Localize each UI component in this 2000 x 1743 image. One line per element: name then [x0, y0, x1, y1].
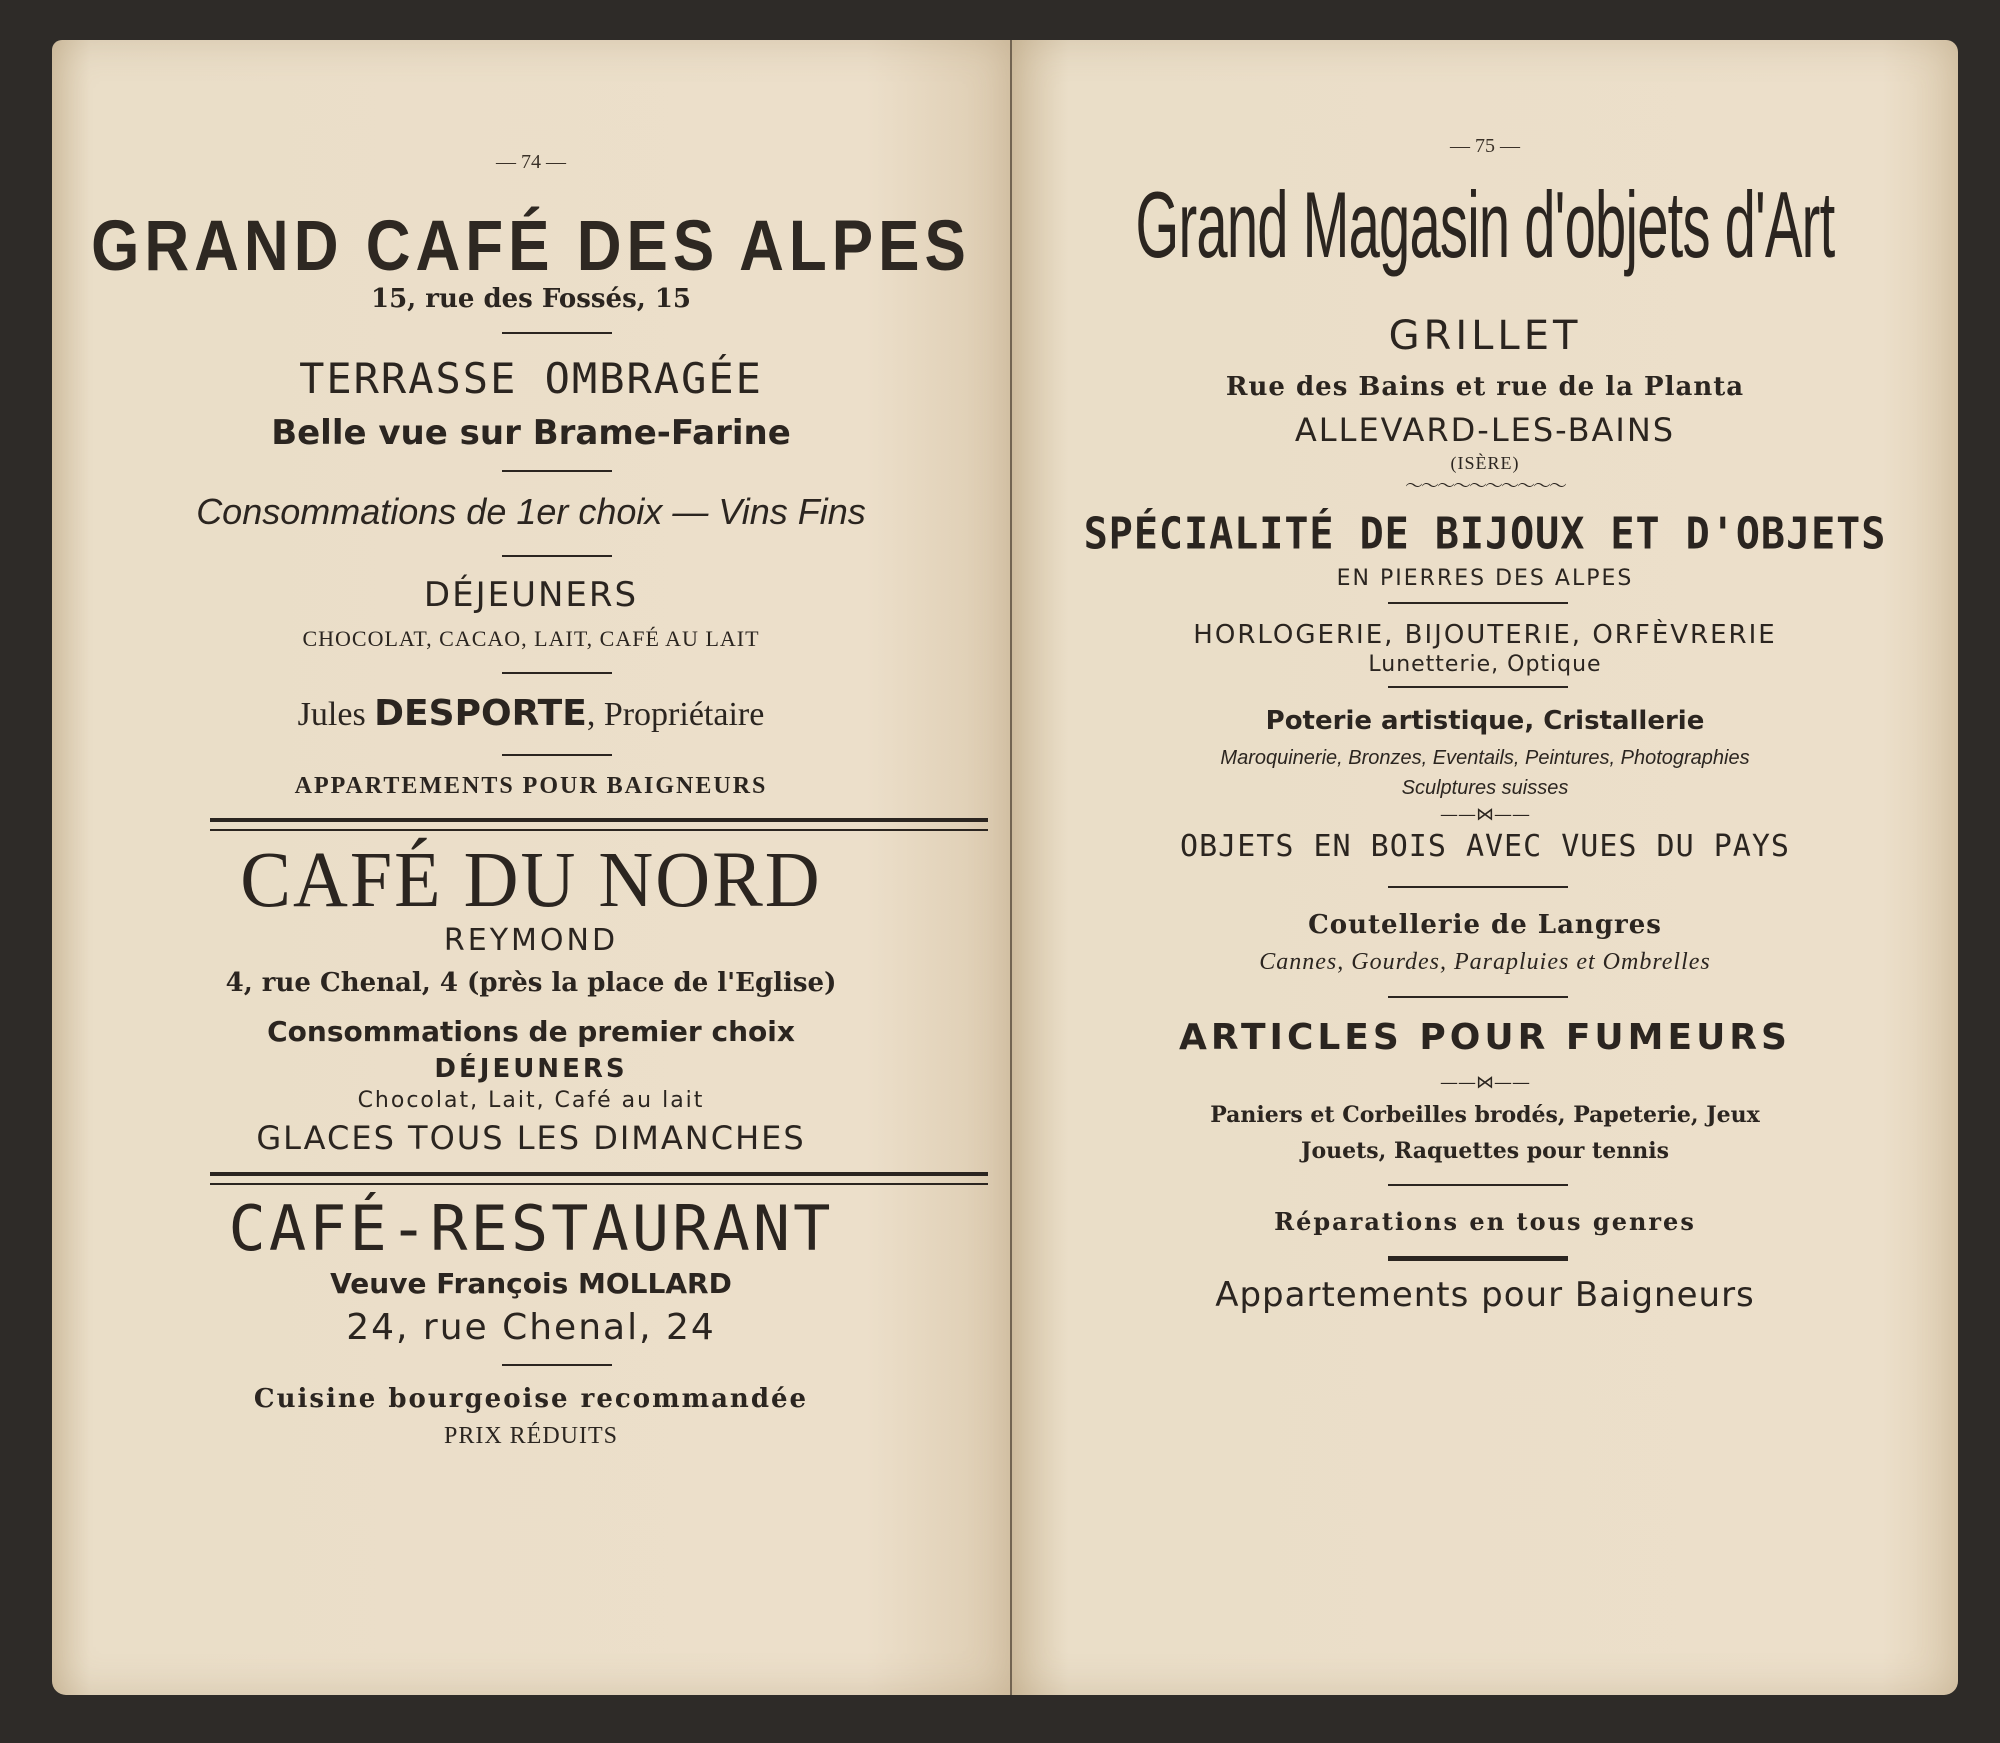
pottery-line: Poterie artistique, Cristallerie [1265, 706, 1705, 736]
owner-line [52, 693, 1010, 734]
sculpture-line: Sculptures suisses [1401, 777, 1569, 799]
divider [1388, 886, 1568, 888]
cutlery-line: Coutellerie de Langres [1308, 910, 1662, 940]
specialty-heading: SPÉCIALITÉ DE BIJOUX ET D'OBJETS [1083, 508, 1887, 560]
view-line: Belle vue sur Brame-Farine [271, 413, 791, 453]
toys-line: Jouets, Raquettes pour tennis [1301, 1138, 1669, 1164]
lunch-items: CHOCOLAT, CACAO, LAIT, CAFÉ AU LAIT [302, 626, 760, 651]
shop-title: Grand Magasin d'objets d'Art [1135, 174, 1835, 278]
apartments-line: APPARTEMENTS POUR BAIGNEURS [294, 773, 768, 799]
cafe-restaurant-address: 24, rue Chenal, 24 [346, 1307, 716, 1348]
cafe-des-alpes-address: 15, rue des Fossés, 15 [370, 284, 691, 314]
specialty-subheading: EN PIERRES DES ALPES [1336, 566, 1634, 591]
small-ornament: ——⋈—— [1440, 804, 1530, 825]
lunch-heading: DÉJEUNERS [423, 575, 639, 615]
cafe-du-nord-lunch: DÉJEUNERS [434, 1054, 628, 1084]
drinks-line: Consommations de 1er choix — Vins Fins [196, 491, 866, 532]
cafe-des-alpes-title: GRAND CAFÉ DES ALPES [91, 206, 971, 287]
owner-role: , Propriétaire [586, 696, 765, 733]
shop-address: Rue des Bains et rue de la Planta [1225, 372, 1745, 402]
shop-town: ALLEVARD-LES-BAINS [1294, 411, 1676, 449]
divider [1388, 996, 1568, 998]
canes-line: Cannes, Gourdes, Parapluies et Ombrelles [1259, 949, 1711, 975]
right-page [1012, 40, 1958, 1695]
divider [1388, 602, 1568, 604]
divider [502, 672, 612, 674]
cafe-du-nord-lunch-items: Chocolat, Lait, Café au lait [357, 1088, 705, 1113]
watch-heading: HORLOGERIE, BIJOUTERIE, ORFÈVRERIE [1193, 620, 1777, 650]
prices-line: PRIX RÉDUITS [443, 1423, 618, 1449]
cafe-du-nord-address: 4, rue Chenal, 4 (près la place de l'Eglise) [225, 968, 837, 998]
section-divider [210, 818, 988, 831]
divider [502, 470, 612, 472]
divider [502, 754, 612, 756]
shop-owner: GRILLET [1388, 313, 1582, 359]
owner-first-name: Jules [297, 696, 366, 733]
cafe-restaurant-title: CAFÉ-RESTAURANT [228, 1192, 834, 1265]
cafe-du-nord-ice: GLACES TOUS LES DIMANCHES [256, 1119, 806, 1157]
left-page [52, 40, 1010, 1695]
terrace-heading: TERRASSE OMBRAGÉE [299, 354, 763, 403]
page-number: — 75 — [1450, 135, 1520, 157]
optics-line: Lunetterie, Optique [1368, 652, 1602, 677]
divider [1388, 686, 1568, 688]
section-divider [210, 1172, 988, 1185]
repairs-line: Réparations en tous genres [1274, 1207, 1696, 1236]
page-number: — 74 — [496, 151, 566, 173]
divider [1388, 1184, 1568, 1186]
smokers-heading: ARTICLES POUR FUMEURS [1179, 1017, 1791, 1058]
thick-divider [1388, 1256, 1568, 1261]
owner-last-name: DESPORTE [374, 693, 587, 734]
cafe-du-nord-drinks: Consommations de premier choix [267, 1015, 795, 1048]
cafe-restaurant-owner: Veuve François MOLLARD [330, 1267, 732, 1300]
wood-objects-heading: OBJETS EN BOIS AVEC VUES DU PAYS [1180, 829, 1790, 864]
divider [502, 332, 612, 334]
wave-ornament: ～～～～～～～～～～ [1405, 476, 1565, 497]
baskets-line: Paniers et Corbeilles brodés, Papeterie, Jeux [1210, 1102, 1760, 1128]
cuisine-line: Cuisine bourgeoise recommandée [253, 1384, 809, 1414]
cafe-du-nord-title: CAFÉ DU NORD [240, 835, 822, 925]
leather-line: Maroquinerie, Bronzes, Eventails, Peintures, Photographies [1220, 747, 1750, 769]
apartments-line: Appartements pour Baigneurs [1215, 1275, 1755, 1315]
shop-region: (ISÈRE) [1450, 453, 1520, 473]
cafe-du-nord-owner: REYMOND [443, 923, 619, 958]
small-ornament: ——⋈—— [1440, 1072, 1530, 1093]
divider [502, 555, 612, 557]
divider [502, 1364, 612, 1366]
